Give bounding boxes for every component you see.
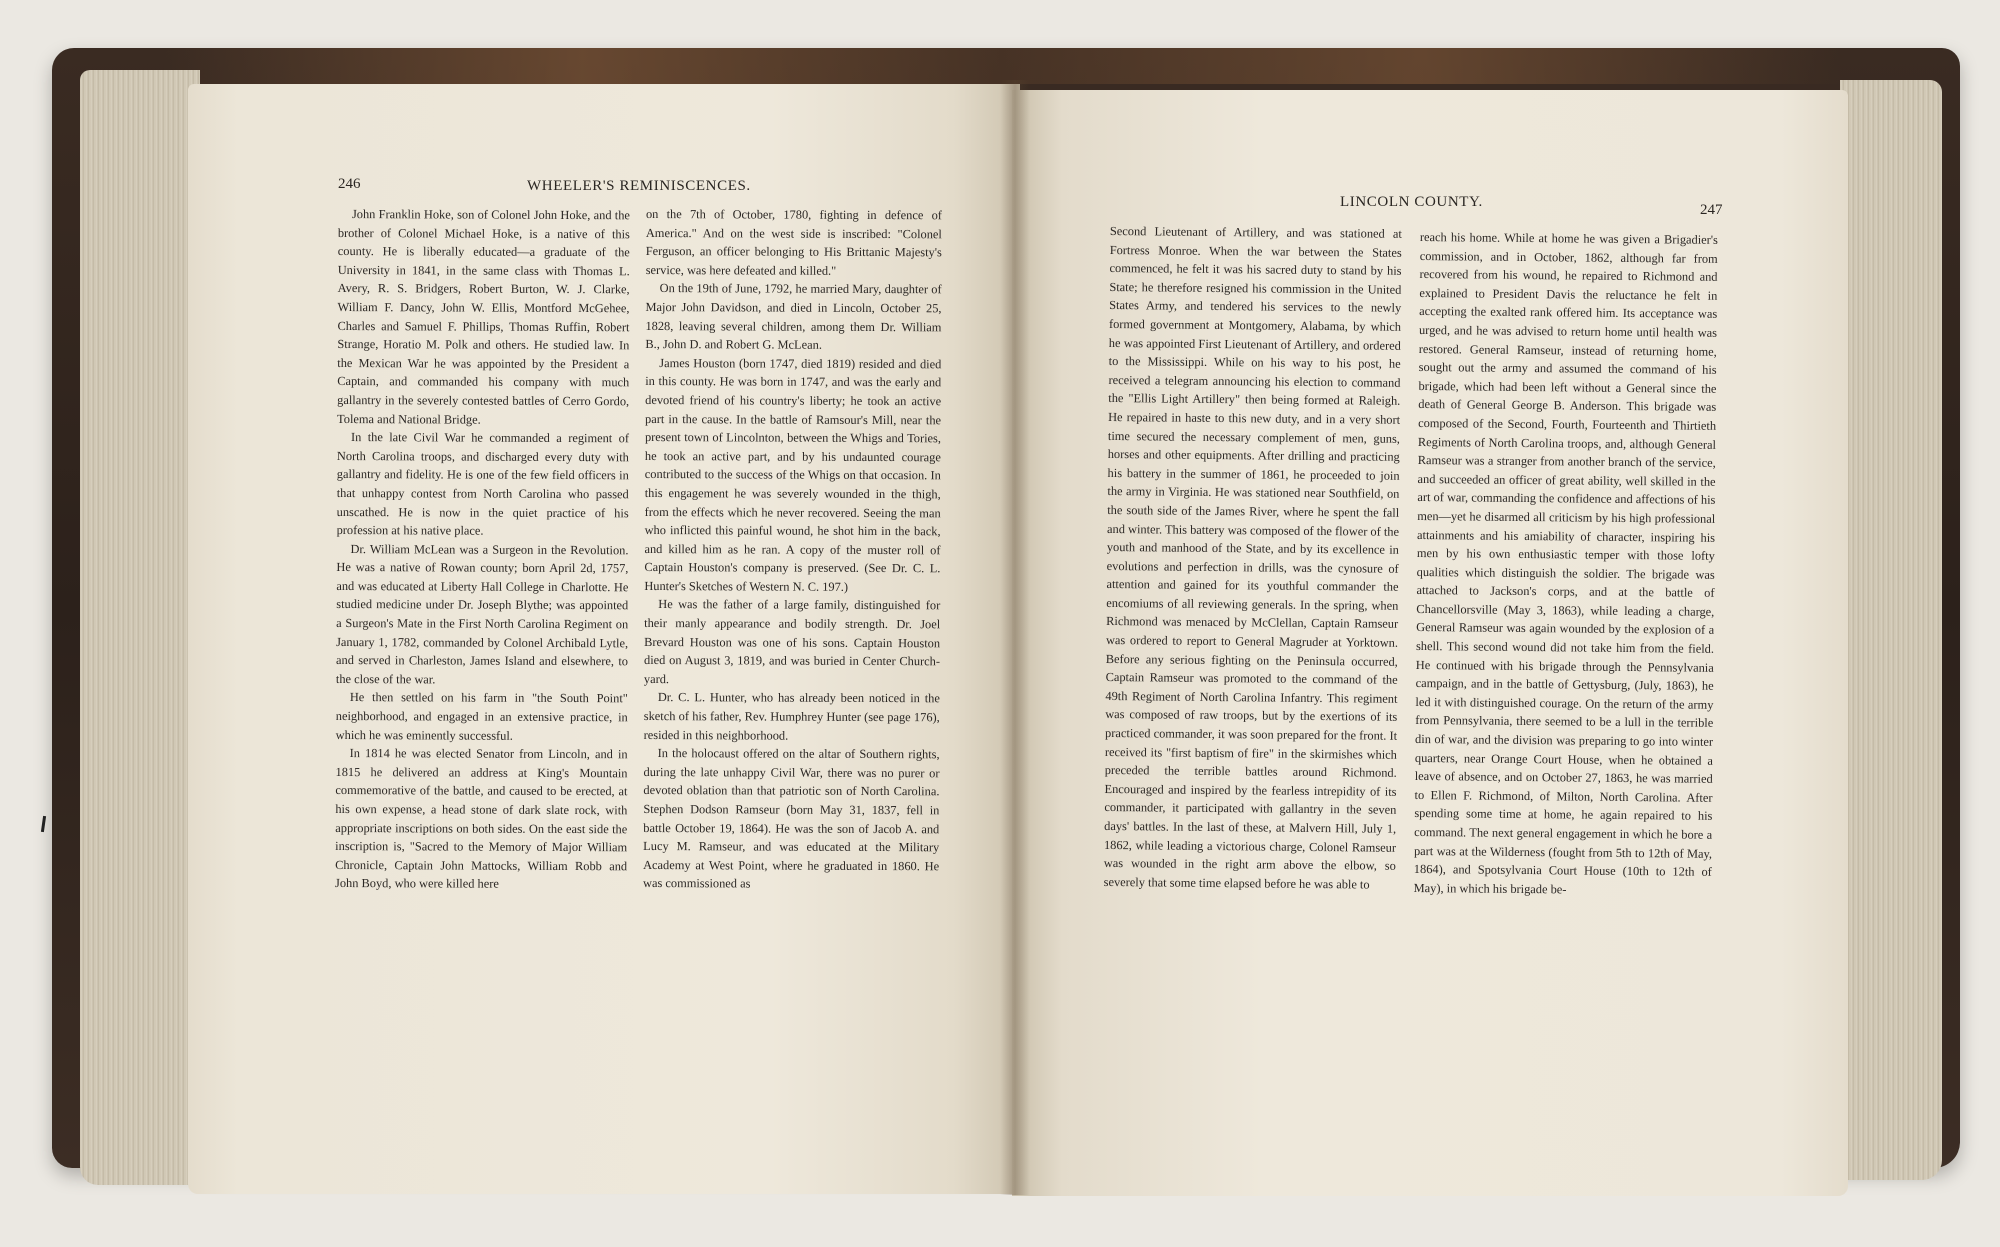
page-number-right: 247	[1700, 202, 1723, 218]
running-head-right: LINCOLN COUNTY.	[1340, 194, 1483, 210]
cover-spine-wear	[162, 48, 1842, 84]
paragraph: In the holocaust offered on the altar of Southern rights, during the late unhappy Civil War, there was no purer or devoted oblation than that patriotic son of North Carolina. Stephen Dodson Ramseur (born May 31, 1837, fell in battle October 19, 1864). He was the son of Jacob A. and Lucy M. Ramseur, and was educated at the Military Academy at West Point, where he graduated in 1860. He was commissioned as	[643, 746, 940, 891]
text-column-right-1	[1104, 222, 1402, 894]
paragraph: Second Lieutenant of Artillery, and was stationed at Fortress Monroe. When the war between the States commenced, he felt it was his sacred duty to stand by his State; he therefore resigned his commission in the United States Army, and tendered his services to the newly formed government at Montgomery, Alabama, by which he was appointed First Lieutenant of Artillery, and ordered to the Mississippi. While on his way to his post, he received a telegram announcing his election to command the "Ellis Light Artillery" then being formed at Raleigh. He repaired in haste to this new duty, and in a very short time secured the necessary complement of men, guns, horses and other equipments. After drilling and practicing his battery in the summer of 1861, he proceeded to join the army in Virginia. He was stationed near Southfield, on the south side of the James River, where he spent the fall and winter. This battery was composed of the flower of the youth and manhood of the State, and by its excellence in evolutions and perfection in drills, was the cynosure of attention and gained for its youthful commander the encomiums of all reviewing generals. In the spring, when Richmond was menaced by McClellan, Captain Ramseur was ordered to report to General Magruder at Yorktown. Before any serious fighting on the Peninsula occurred, Captain Ramseur was promoted to the command of the 49th Regiment of North Carolina Infantry. This regiment was composed of raw troops, but by the exertions of its practiced commander, it was soon prepared for the front. It received its "first baptism of fire" in the skirmishes which preceded the terrible battles around Richmond. Encouraged and inspired by the fearless intrepidity of its commander, it participated with gallantry in the seven days' battles. In the last of these, at Malvern Hill, July 1, 1862, while leading a victorious charge, Colonel Ramseur was wounded in the right arm above the elbow, so severely that some time elapsed before he was able to	[1103, 223, 1402, 892]
text-column-left-1	[335, 205, 630, 894]
margin-mark	[41, 816, 46, 832]
paragraph: On the 19th of June, 1792, he married Mary, daughter of Major John Davidson, and died in Lincoln, October 25, 1828, leaving several children, among them Dr. William B., John D. and Robert G. McLean.	[645, 281, 942, 352]
paragraph: He was the father of a large family, distinguished for their manly appearance and bodily strength. Dr. Joel Brevard Houston was one of his sons. Captain Houston died on August 3, 1819, and was buried in Center Church-yard.	[643, 597, 941, 686]
right-page-edges	[1840, 80, 1942, 1180]
paragraph: John Franklin Hoke, son of Colonel John Hoke, and the brother of Colonel Michael Hoke, is a native of this county. He is liberally educated—a graduate of the University in 1841, in the same class with Thomas L. Avery, R. S. Bridgers, Robert Burton, W. J. Clarke, William F. Dancy, John W. Ellis, Montford McGehee, Charles and Samuel F. Phillips, Thomas Ruffin, Robert Strange, Horatio M. Polk and others. He studied law. In the Mexican War he was appointed by the President a Captain, and commanded his company with much gallantry in the severely contested battles of Cerro Gordo, Tolema and National Bridge.	[337, 207, 630, 427]
left-page-edges	[80, 70, 200, 1185]
paragraph: on the 7th of October, 1780, fighting in defence of America." And on the west side is inscribed: "Colonel Ferguson, an officer belonging to His Brittanic Majesty's service, was here defeated and killed."	[645, 206, 942, 278]
paragraph: Dr. C. L. Hunter, who has already been noticed in the sketch of his father, Rev. Humphrey Hunter (see page 176), resided in this neighborhood.	[643, 690, 940, 743]
paragraph: James Houston (born 1747, died 1819) resided and died in this county. He was born in 1747, and was the early and devoted friend of his country's liberty; he took an active part in the cause. In the battle of Ramsour's Mill, near the present town of Lincolnton, between the Whigs and Tories, he took an active part, and by his undaunted courage contributed to the success of the Whigs on that occasion. In this engagement he was severely wounded in the thigh, from the effects which he never recovered. Seeing the man who inflicted this painful wound, he shot him in the back, and killed him as he ran. A copy of the muster roll of Captain Houston's company is preserved. (See Dr. C. L. Hunter's Sketches of Western N. C. 197.)	[644, 355, 942, 594]
paragraph: reach his home. While at home he was given a Brigadier's commission, and in October, 1862, although far from recovered from his wound, he repaired to Richmond and explained to President Davis the reluctance he felt in accepting the exalted rank offered him. Its acceptance was urged, and he was advised to return home until health was restored. General Ramseur, instead of returning home, sought out the army and assumed the command of his brigade, which had been left without a General since the death of General George B. Anderson. This brigade was composed of the Second, Fourth, Fourteenth and Thirtieth Regiments of North Carolina troops, and, although General Ramseur was a stranger from another branch of the service, and succeeded an officer of great ability, well skilled in the art of war, commanding the confidence and affections of his men—yet he disarmed all criticism by his high professional attainments and his amiability of character, inspiring his men by his own enthusiastic temper with those lofty qualities which distinguish the soldier. The brigade was attached to Jackson's corps, and at the battle of Chancellorsville (May 3, 1863), while leading a charge, General Ramseur was again wounded by the explosion of a shell. This second wound did not take him from the field. He continued with his brigade through the Pennsylvania campaign, and in the battle of Gettysburg, (July, 1863), he led it with distinguished courage. On the return of the army from Pennsylvania, there seemed to be a lull in the terrible din of war, and the division was preparing to go into winter quarters, near Orange Court House, when he obtained a leave of absence, and on October 27, 1863, he was married to Ellen F. Richmond, of Milton, North Carolina. After spending some time at home, he again repaired to his command. The next general engagement in which he bore a part was at the Wilderness (fought from 5th to 12th of May, 1864), and Spotsylvania Court House (10th to 12th of May), in which his brigade be-	[1413, 229, 1718, 897]
paragraph: In 1814 he was elected Senator from Lincoln, and in 1815 he delivered an address at King's Mountain commemorative of the battle, and caused to be erected, at his own expense, a head stone of dark slate rock, with appropriate inscriptions on both sides. On the east side the inscription is, "Sacred to the Memory of Major William Chronicle, Captain John Mattocks, William Robb and John Boyd, who were killed here	[335, 746, 628, 892]
paragraph: He then settled on his farm in "the South Point" neighborhood, and engaged in an extensive practice, in which he was eminently successful.	[335, 690, 628, 743]
paragraph: Dr. William McLean was a Surgeon in the Revolution. He was a native of Rowan county; born April 2d, 1757, and was educated at Liberty Hall College in Charlotte. He studied medicine under Dr. Joseph Blythe; was appointed a Surgeon's Mate in the First North Carolina Regiment on January 1, 1782, commanded by Colonel Archibald Lytle, and served in Charleston, James Island and elsewhere, to the close of the war.	[335, 541, 629, 687]
page-number-left: 246	[338, 176, 361, 192]
running-head-left: WHEELER'S REMINISCENCES.	[527, 178, 751, 194]
paragraph: In the late Civil War he commanded a regiment of North Carolina troops, and discharged every duty with gallantry and fidelity. He is one of the few field officers in that unhappy contest from North Carolina who passed unscathed. He is now in the quiet practice of his profession at his native place.	[336, 430, 630, 538]
text-column-right-2	[1414, 228, 1718, 900]
book-gutter	[1000, 80, 1030, 1195]
text-column-left-2	[643, 205, 942, 894]
